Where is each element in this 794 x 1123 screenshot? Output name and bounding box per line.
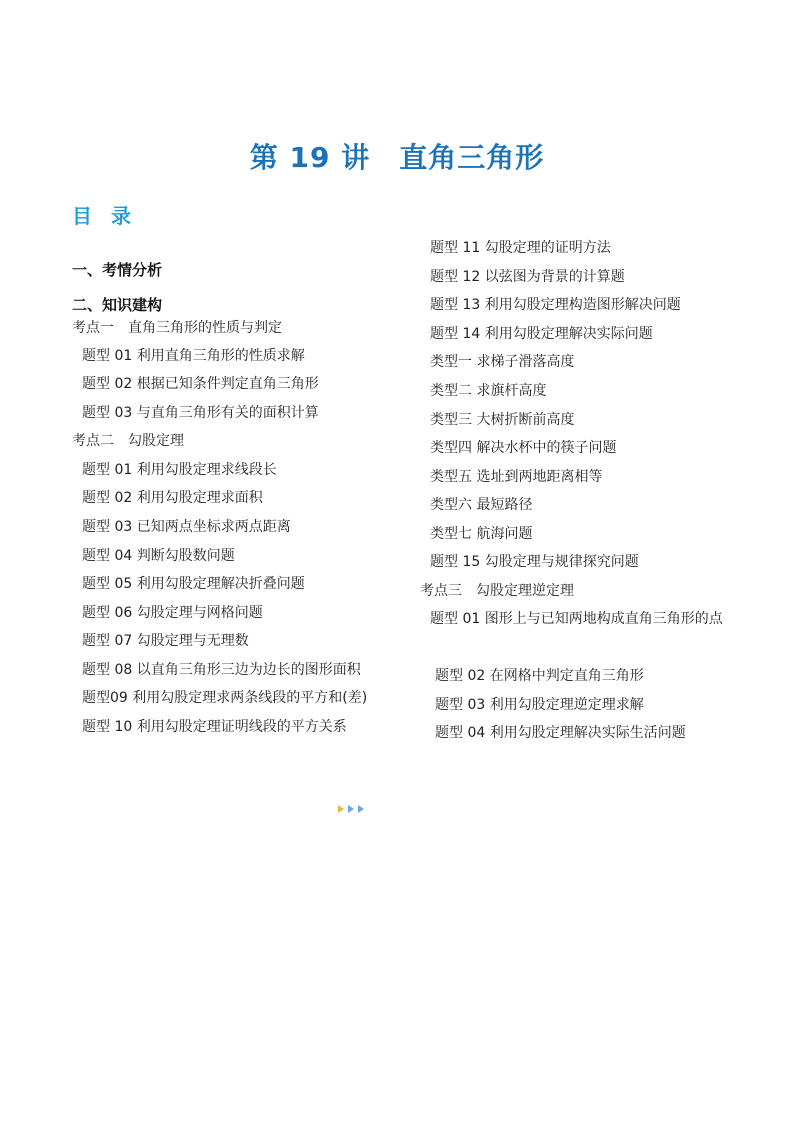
toc-item[interactable]: 题型 02 利用勾股定理求面积 [82,490,263,506]
toc-subitem[interactable]: 类型七 航海问题 [430,526,533,542]
toc-topic-3[interactable]: 考点三 勾股定理逆定理 [420,583,574,599]
divider-arrow-icon [358,805,364,813]
toc-item[interactable]: 题型 14 利用勾股定理解决实际问题 [430,326,653,342]
toc-item[interactable]: 题型 06 勾股定理与网格问题 [82,605,263,621]
toc-item[interactable]: 题型 03 与直角三角形有关的面积计算 [82,405,319,421]
toc-item[interactable]: 题型 08 以直角三角形三边为边长的图形面积 [82,662,361,678]
toc-subitem[interactable]: 类型四 解决水杯中的筷子问题 [430,440,617,456]
toc-item[interactable]: 题型 05 利用勾股定理解决折叠问题 [82,576,305,592]
toc-topic-1[interactable]: 考点一 直角三角形的性质与判定 [72,320,282,336]
toc-subitem[interactable]: 类型一 求梯子滑落高度 [430,354,575,370]
toc-item[interactable]: 题型 01 利用直角三角形的性质求解 [82,348,305,364]
toc-subitem[interactable]: 类型二 求旗杆高度 [430,383,547,399]
toc-section-knowledge[interactable]: 二、知识建构 [72,296,163,314]
toc-item[interactable]: 题型 03 已知两点坐标求两点距离 [82,519,291,535]
toc-item[interactable]: 题型 07 勾股定理与无理数 [82,633,249,649]
toc-item[interactable]: 题型 01 利用勾股定理求线段长 [82,462,277,478]
divider-arrow-icon [338,805,344,813]
toc-subitem[interactable]: 类型三 大树折断前高度 [430,412,575,428]
divider-arrow-icon [348,805,354,813]
toc-topic-2[interactable]: 考点二 勾股定理 [72,433,184,449]
toc-item[interactable]: 题型 02 在网格中判定直角三角形 [435,668,644,684]
toc-subitem[interactable]: 类型六 最短路径 [430,497,533,513]
toc-item[interactable]: 题型 04 利用勾股定理解决实际生活问题 [435,725,686,741]
toc-heading: 目 录 [72,204,137,228]
toc-item[interactable]: 题型 12 以弦图为背景的计算题 [430,269,625,285]
toc-item[interactable]: 题型 02 根据已知条件判定直角三角形 [82,376,319,392]
toc-item[interactable]: 题型09 利用勾股定理求两条线段的平方和(差) [82,690,368,706]
toc-item[interactable]: 题型 13 利用勾股定理构造图形解决问题 [430,297,681,313]
page-title: 第 19 讲 直角三角形 [249,141,545,174]
toc-item[interactable]: 题型 01 图形上与已知两地构成直角三角形的点 [430,611,723,627]
toc-item[interactable]: 题型 10 利用勾股定理证明线段的平方关系 [82,719,347,735]
toc-item[interactable]: 题型 15 勾股定理与规律探究问题 [430,554,639,570]
toc-section-analysis[interactable]: 一、考情分析 [72,261,163,279]
toc-item[interactable]: 题型 11 勾股定理的证明方法 [430,240,611,256]
toc-item[interactable]: 题型 03 利用勾股定理逆定理求解 [435,697,644,713]
toc-subitem[interactable]: 类型五 选址到两地距离相等 [430,469,603,485]
decorative-divider [78,803,640,815]
toc-item[interactable]: 题型 04 判断勾股数问题 [82,548,235,564]
